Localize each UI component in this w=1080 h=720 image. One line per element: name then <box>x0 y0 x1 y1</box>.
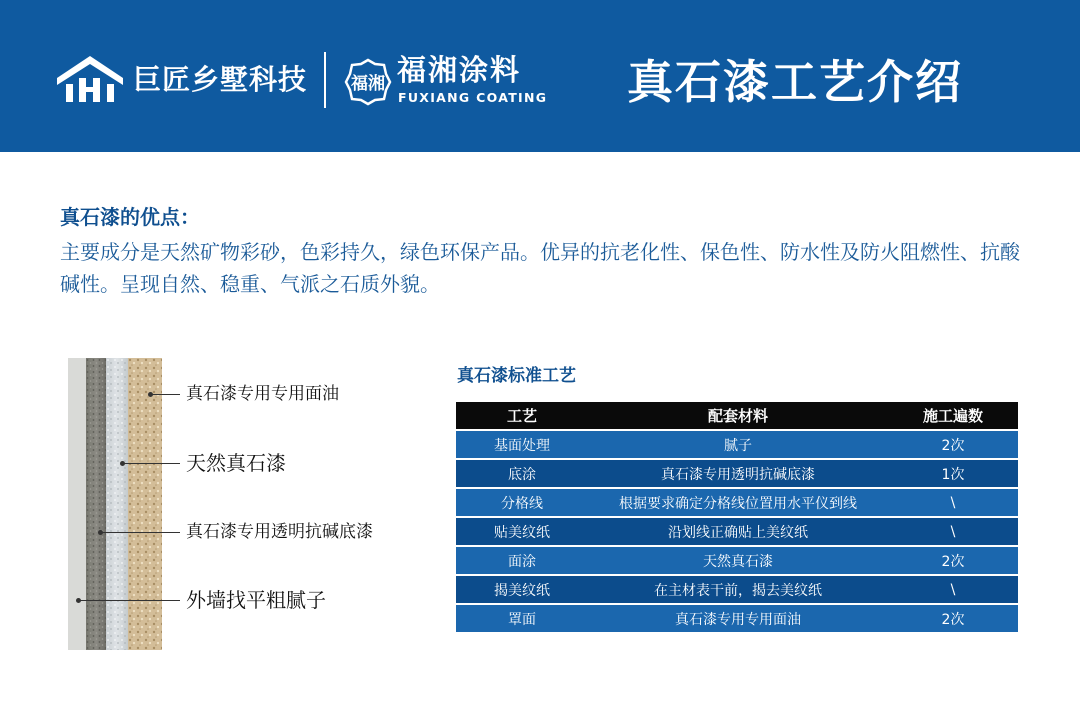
header-divider <box>324 52 326 108</box>
brand-name-fuxiang: 福湘涂料 <box>397 53 522 87</box>
cell-passes: 1次 <box>888 460 1018 487</box>
brand-name-jujiang: 巨匠乡墅科技 <box>133 63 308 96</box>
cell-material: 根据要求确定分格线位置用水平仪到线 <box>588 489 888 516</box>
cell-material: 真石漆专用专用面油 <box>588 605 888 632</box>
layer-label-primer: 真石漆专用透明抗碱底漆 <box>186 522 373 542</box>
layer-label-topcoat: 真石漆专用专用面油 <box>186 384 339 404</box>
cell-process: 罩面 <box>456 605 588 632</box>
cell-passes: \ <box>888 518 1018 545</box>
column-header-passes: 施工遍数 <box>888 402 1018 429</box>
layer-diagram <box>68 358 162 650</box>
process-table-title: 真石漆标准工艺 <box>457 366 576 386</box>
table-row <box>456 605 1018 632</box>
cell-process: 基面处理 <box>456 431 588 458</box>
leader-line <box>122 463 180 464</box>
leader-line <box>100 532 180 533</box>
house-logo-icon <box>57 54 127 104</box>
cell-material: 真石漆专用透明抗碱底漆 <box>588 460 888 487</box>
cell-passes: 2次 <box>888 547 1018 574</box>
process-table <box>456 400 1018 634</box>
cell-material: 在主材表干前，揭去美纹纸 <box>588 576 888 603</box>
leader-line <box>78 600 180 601</box>
leader-dot <box>120 461 125 466</box>
cell-material: 天然真石漆 <box>588 547 888 574</box>
cell-process: 面涂 <box>456 547 588 574</box>
leader-dot <box>98 530 103 535</box>
cell-passes: \ <box>888 489 1018 516</box>
column-header-process: 工艺 <box>456 402 588 429</box>
table-row <box>456 576 1018 603</box>
table-row <box>456 547 1018 574</box>
table-row <box>456 431 1018 458</box>
cell-process: 贴美纹纸 <box>456 518 588 545</box>
layer-putty <box>86 358 106 650</box>
brand-subtitle: FUXIANG COATING <box>398 90 548 105</box>
table-row <box>456 489 1018 516</box>
leader-line <box>150 394 180 395</box>
leader-dot <box>76 598 81 603</box>
layer-label-stone-paint: 天然真石漆 <box>186 451 286 475</box>
column-header-material: 配套材料 <box>588 402 888 429</box>
layer-stone-paint <box>128 358 162 650</box>
cell-process: 底涂 <box>456 460 588 487</box>
cell-passes: 2次 <box>888 605 1018 632</box>
layer-base-wall <box>68 358 86 650</box>
table-header-row <box>456 402 1018 429</box>
cell-passes: 2次 <box>888 431 1018 458</box>
seal-logo-icon <box>343 57 393 107</box>
advantages-body: 主要成分是天然矿物彩砂，色彩持久，绿色环保产品。优异的抗老化性、保色性、防水性及防火阻燃性、抗酸碱性。呈现自然、稳重、气派之石质外貌。 <box>60 240 1020 296</box>
header-banner <box>0 0 1080 152</box>
cell-passes: \ <box>888 576 1018 603</box>
leader-dot <box>148 392 153 397</box>
page-title: 真石漆工艺介绍 <box>627 55 963 109</box>
layer-label-putty: 外墙找平粗腻子 <box>186 588 326 612</box>
table-row <box>456 518 1018 545</box>
seal-text: 福湘 <box>351 74 385 94</box>
advantages-heading: 真石漆的优点： <box>60 205 200 229</box>
cell-process: 分格线 <box>456 489 588 516</box>
cell-process: 揭美纹纸 <box>456 576 588 603</box>
cell-material: 腻子 <box>588 431 888 458</box>
table-row <box>456 460 1018 487</box>
layer-primer <box>106 358 128 650</box>
cell-material: 沿划线正确贴上美纹纸 <box>588 518 888 545</box>
